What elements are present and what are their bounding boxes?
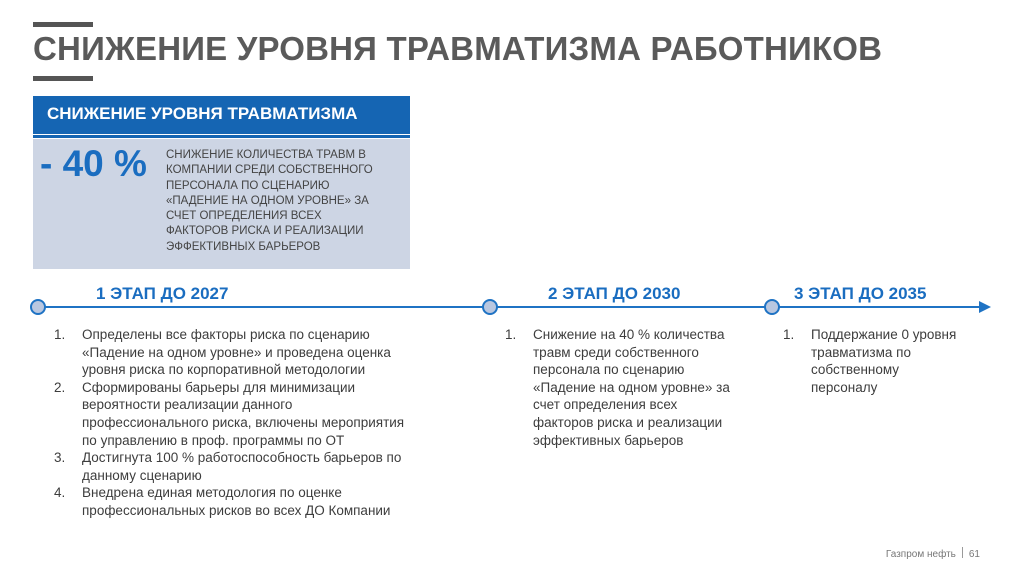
- timeline-dot-stage-1: [30, 299, 46, 315]
- panel-description-line: КОМПАНИИ СРЕДИ СОБСТВЕННОГО: [166, 164, 373, 177]
- footer: [886, 547, 980, 560]
- stage-1-list: [54, 326, 404, 520]
- stage-3-list: [783, 326, 956, 396]
- footer-company: Газпром нефть: [885, 549, 956, 560]
- list-item: 1. Определены все факторы риска по сценарию «Падение на одном уровне» и проведена оценка уровня риска по корпоративной методологии: [54, 327, 391, 378]
- timeline-dot-stage-3: [764, 299, 780, 315]
- panel-description-line: «ПАДЕНИЕ НА ОДНОМ УРОВНЕ» ЗА: [166, 194, 369, 207]
- list-item: 4. Внедрена единая методология по оценке профессиональных рисков во всех ДО Компании: [54, 485, 391, 518]
- timeline-arrow-icon: [979, 301, 991, 313]
- stage-2-list: [505, 326, 730, 449]
- panel-description-line: СНИЖЕНИЕ КОЛИЧЕСТВА ТРАВМ В: [166, 149, 366, 161]
- footer-page-number: 61: [968, 549, 980, 560]
- panel-header: СНИЖЕНИЕ УРОВНЯ ТРАВМАТИЗМА: [33, 96, 410, 134]
- stage-1-label: 1 ЭТАП ДО 2027: [96, 284, 229, 303]
- panel-description: [166, 148, 406, 255]
- list-item: 1. Поддержание 0 уровня травматизма по собственному персоналу: [783, 327, 957, 395]
- panel-description-line: ФАКТОРОВ РИСКА И РЕАЛИЗАЦИИ: [166, 225, 364, 238]
- panel-description-line: СЧЕТ ОПРЕДЕЛЕНИЯ ВСЕХ: [166, 210, 322, 223]
- stage-2-label: 2 ЭТАП ДО 2030: [548, 284, 681, 303]
- title-accent-bar-bottom: [33, 76, 93, 81]
- stage-3-label: 3 ЭТАП ДО 2035: [794, 284, 927, 303]
- panel-description-line: ПЕРСОНАЛА ПО СЦЕНАРИЮ: [166, 179, 330, 192]
- list-item: 3. Достигнута 100 % работоспособность барьеров по данному сценарию: [54, 450, 402, 483]
- panel-description-line: ЭФФЕКТИВНЫХ БАРЬЕРОВ: [166, 240, 321, 253]
- footer-separator: [962, 547, 963, 558]
- list-item: 2. Сформированы барьеры для минимизации вероятности реализации данного профессионального риска, включены мероприятия по управлению в проф. программы по ОТ: [54, 379, 405, 448]
- list-item: 1. Снижение на 40 % количества травм среди собственного персонала по сценарию «Падение на одном уровне» за счет определения всех факторов риска и реализации эффективных барьеров: [505, 327, 730, 448]
- timeline-line: [37, 306, 982, 308]
- title-accent-bar-top: [33, 22, 93, 27]
- page-title: СНИЖЕНИЕ УРОВНЯ ТРАВМАТИЗМА РАБОТНИКОВ: [33, 30, 883, 67]
- timeline-dot-stage-2: [482, 299, 498, 315]
- reduction-value: - 40 %: [40, 143, 147, 184]
